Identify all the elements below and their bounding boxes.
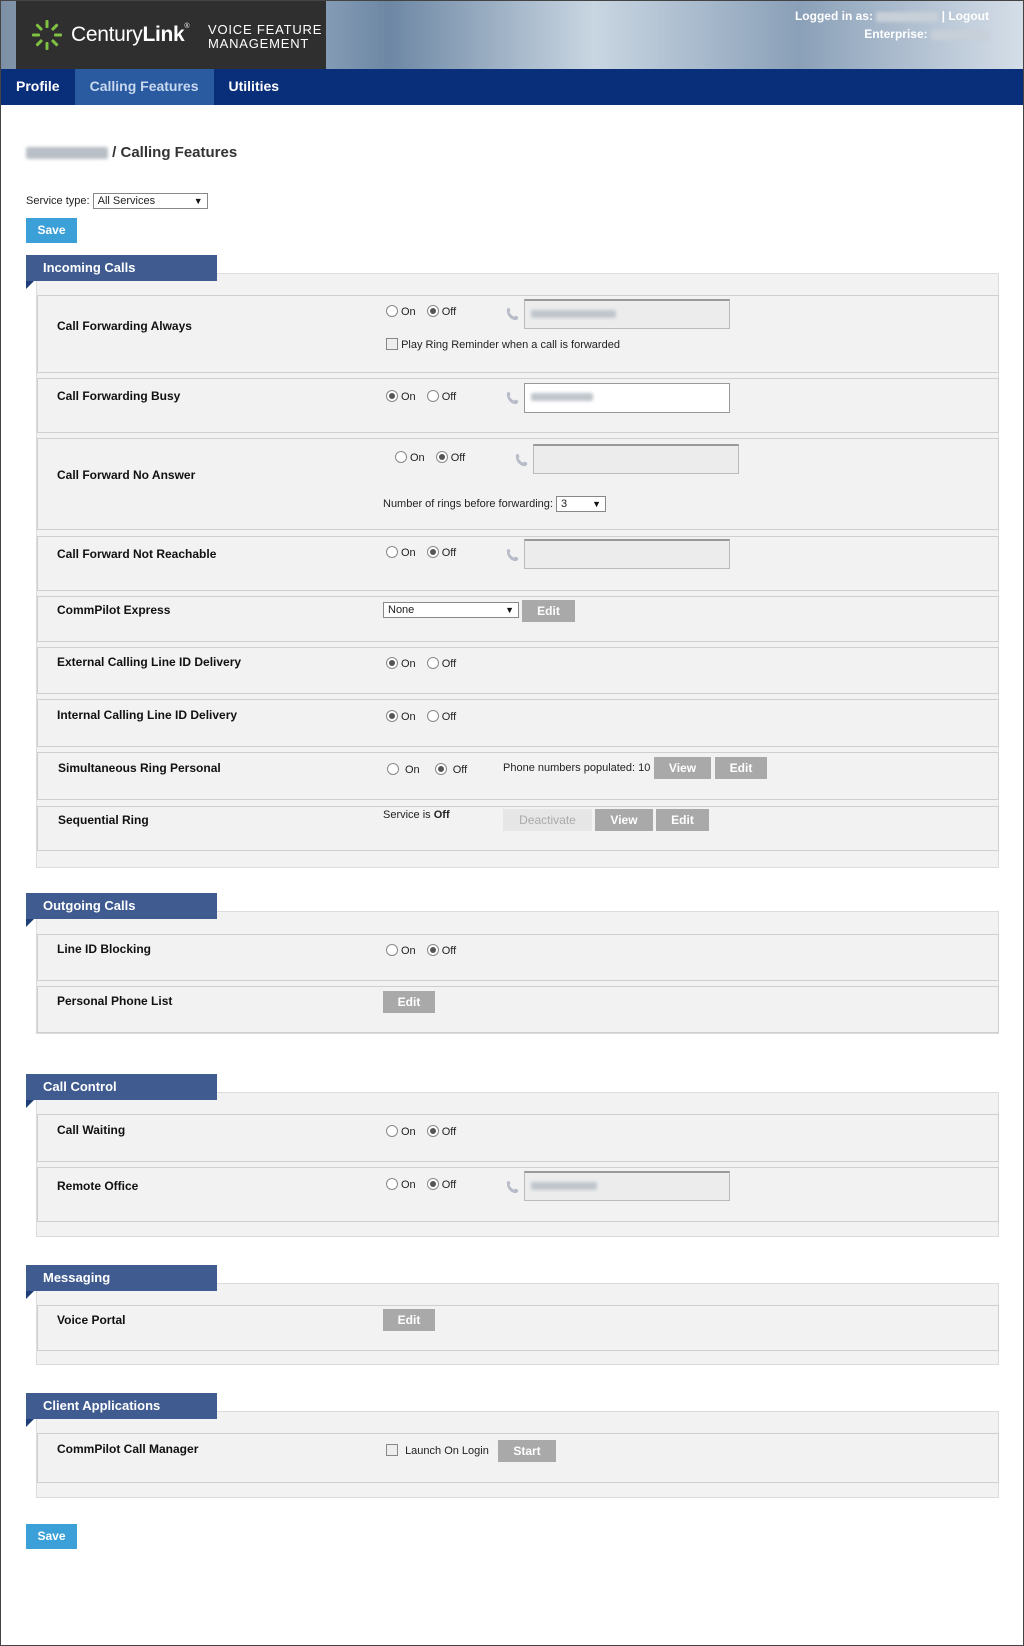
- tab-calling-features[interactable]: Calling Features: [75, 69, 214, 105]
- logo-word-2: Link: [142, 23, 185, 46]
- cfa-off-radio[interactable]: [427, 305, 439, 317]
- remote-office-phone-field[interactable]: [524, 1171, 730, 1201]
- sequential-ring-edit-button[interactable]: Edit: [656, 809, 709, 831]
- line-id-blocking-on-radio[interactable]: [386, 944, 398, 956]
- sim-ring-populated: Phone numbers populated: 10: [503, 762, 651, 774]
- row-voice-portal: [37, 1305, 999, 1351]
- cfna-on-radio[interactable]: [395, 451, 407, 463]
- phone-number-redacted: [26, 147, 108, 159]
- cfb-off-label: Off: [441, 391, 457, 403]
- sequential-ring-view-button[interactable]: View: [595, 809, 653, 831]
- label-call-forwarding-busy: Call Forwarding Busy: [57, 389, 181, 403]
- cfa-off-label: Off: [441, 306, 457, 318]
- cfna-on-label: On: [410, 452, 425, 464]
- section-title-outgoing-calls: Outgoing Calls: [26, 893, 217, 919]
- sim-ring-view-button[interactable]: View: [654, 757, 711, 779]
- section-title-messaging: Messaging: [26, 1265, 217, 1291]
- call-manager-start-button[interactable]: Start: [498, 1440, 556, 1462]
- row-line-id-blocking: [37, 934, 999, 981]
- section-title-call-control: Call Control: [26, 1074, 217, 1100]
- cfb-off-radio[interactable]: [427, 390, 439, 402]
- brand-block: [16, 1, 326, 69]
- sequential-ring-status-prefix: Service is: [383, 809, 431, 821]
- cfnr-on-label: On: [401, 547, 416, 559]
- label-commpilot-call-manager: CommPilot Call Manager: [57, 1442, 199, 1456]
- ring-reminder-checkbox[interactable]: [386, 338, 398, 350]
- cfa-radio-group: [386, 305, 464, 318]
- label-commpilot-express: CommPilot Express: [57, 603, 171, 617]
- phone-icon: [506, 391, 520, 405]
- sim-ring-off-radio[interactable]: [435, 763, 447, 775]
- label-call-forward-no-answer: Call Forward No Answer: [57, 468, 196, 482]
- row-call-forward-no-answer: [37, 438, 999, 530]
- label-line-id-blocking: Line ID Blocking: [57, 942, 152, 956]
- label-internal-clid: Internal Calling Line ID Delivery: [57, 708, 238, 722]
- logo-registered-mark: ®: [184, 23, 190, 30]
- row-simultaneous-ring: [37, 752, 999, 800]
- tab-utilities[interactable]: Utilities: [228, 78, 280, 94]
- cfnr-on-radio[interactable]: [386, 546, 398, 558]
- logout-link[interactable]: | Logout: [941, 9, 989, 23]
- sim-ring-off-label: Off: [452, 764, 468, 776]
- call-waiting-on-label: On: [401, 1126, 416, 1138]
- rings-label: Number of rings before forwarding:: [383, 497, 553, 510]
- sequential-ring-deactivate-button[interactable]: Deactivate: [503, 809, 592, 831]
- ext-clid-radio-group: [386, 657, 464, 670]
- cfna-radio-group: [395, 451, 473, 464]
- service-type-select[interactable]: [93, 193, 208, 209]
- sequential-ring-status-value: Off: [433, 809, 450, 821]
- cfa-phone-field[interactable]: [524, 299, 730, 329]
- label-simultaneous-ring: Simultaneous Ring Personal: [58, 761, 221, 775]
- commpilot-express-edit-button[interactable]: Edit: [522, 600, 575, 622]
- ext-clid-off-radio[interactable]: [427, 657, 439, 669]
- enterprise-redacted: [931, 30, 989, 40]
- launch-on-login-option: [386, 1444, 489, 1457]
- rings-select[interactable]: [556, 496, 606, 512]
- call-waiting-off-label: Off: [441, 1126, 457, 1138]
- label-sequential-ring: Sequential Ring: [58, 813, 149, 827]
- cfna-off-radio[interactable]: [436, 451, 448, 463]
- rings-value: 3: [561, 498, 568, 510]
- logo-word-1: Century: [71, 23, 143, 46]
- enterprise-label: Enterprise:: [864, 27, 928, 41]
- cfb-on-label: On: [401, 391, 416, 403]
- row-call-forwarding-busy: [37, 378, 999, 433]
- section-title-client-applications: Client Applications: [26, 1393, 217, 1419]
- product-name: [208, 23, 322, 51]
- section-title-incoming-calls: Incoming Calls: [26, 255, 217, 281]
- cfa-on-radio[interactable]: [386, 305, 398, 317]
- phone-icon: [515, 453, 529, 467]
- row-personal-phone-list: [37, 986, 999, 1033]
- user-info: [795, 7, 989, 43]
- product-name-line-2: MANAGEMENT: [208, 36, 310, 51]
- remote-office-on-radio[interactable]: [386, 1178, 398, 1190]
- page-title: / Calling Features: [112, 144, 238, 161]
- breadcrumb: [26, 144, 237, 161]
- cfb-on-radio[interactable]: [386, 390, 398, 402]
- commpilot-express-select[interactable]: [383, 602, 519, 618]
- logo-wordmark: [71, 23, 189, 47]
- username-redacted: [876, 12, 938, 22]
- label-external-clid: External Calling Line ID Delivery: [57, 655, 242, 669]
- row-internal-clid: [37, 699, 999, 747]
- voice-portal-edit-button[interactable]: Edit: [383, 1309, 435, 1331]
- cfna-off-label: Off: [450, 452, 466, 464]
- int-clid-radio-group: [386, 710, 464, 723]
- sim-ring-on-label: On: [405, 764, 420, 776]
- remote-office-radio-group: [386, 1178, 464, 1191]
- cfnr-phone-field[interactable]: [524, 539, 730, 569]
- row-call-waiting: [37, 1114, 999, 1162]
- launch-on-login-label: Launch On Login: [405, 1445, 489, 1457]
- remote-office-on-label: On: [401, 1179, 416, 1191]
- cfb-phone-redacted: [531, 393, 593, 401]
- cfnr-off-label: Off: [441, 547, 457, 559]
- int-clid-off-radio[interactable]: [427, 710, 439, 722]
- logged-in-label: Logged in as:: [794, 9, 873, 23]
- commpilot-express-value: None: [388, 604, 415, 616]
- cfa-on-label: On: [401, 306, 416, 318]
- phone-icon: [506, 548, 520, 562]
- tab-profile[interactable]: Profile: [16, 78, 60, 94]
- product-name-line-1: VOICE FEATURE: [208, 22, 323, 37]
- int-clid-on-radio[interactable]: [386, 710, 398, 722]
- label-remote-office: Remote Office: [57, 1179, 139, 1193]
- call-waiting-on-radio[interactable]: [386, 1125, 398, 1137]
- row-call-forward-not-reachable: [37, 536, 999, 591]
- sim-ring-edit-button[interactable]: Edit: [715, 757, 767, 779]
- phone-icon: [506, 1180, 520, 1194]
- service-type-value: All Services: [97, 195, 156, 207]
- rings-before-forwarding: [383, 496, 606, 512]
- int-clid-off-label: Off: [441, 711, 457, 723]
- cfnr-radio-group: [386, 546, 464, 559]
- header-banner: [1, 1, 1023, 69]
- centurylink-logo-icon: [31, 19, 63, 51]
- service-type-label: Service type:: [26, 194, 90, 207]
- remote-office-phone-redacted: [531, 1182, 597, 1190]
- int-clid-on-label: On: [401, 711, 416, 723]
- label-call-forwarding-always: Call Forwarding Always: [57, 319, 192, 333]
- label-call-waiting: Call Waiting: [57, 1123, 126, 1137]
- ext-clid-off-label: Off: [441, 658, 457, 670]
- sim-ring-radio-group: [387, 763, 475, 776]
- ring-reminder-option: [386, 338, 620, 351]
- cfna-phone-field[interactable]: [533, 444, 739, 474]
- line-id-blocking-radio-group: [386, 944, 464, 957]
- ext-clid-on-radio[interactable]: [386, 657, 398, 669]
- ring-reminder-label: Play Ring Reminder when a call is forwarded: [401, 339, 620, 351]
- personal-phone-list-edit-button[interactable]: Edit: [383, 991, 435, 1013]
- remote-office-off-label: Off: [441, 1179, 457, 1191]
- service-type-filter: [26, 193, 208, 209]
- row-remote-office: [37, 1167, 999, 1222]
- cfb-phone-field[interactable]: [524, 383, 730, 413]
- call-waiting-radio-group: [386, 1125, 464, 1138]
- line-id-blocking-on-label: On: [401, 945, 416, 957]
- label-voice-portal: Voice Portal: [57, 1313, 126, 1327]
- phone-icon: [506, 307, 520, 321]
- ext-clid-on-label: On: [401, 658, 416, 670]
- launch-on-login-checkbox[interactable]: [386, 1444, 398, 1456]
- main-nav: [1, 69, 1023, 105]
- save-button-top[interactable]: Save: [26, 218, 77, 243]
- cfb-radio-group: [386, 390, 464, 403]
- save-button-bottom[interactable]: Save: [26, 1524, 77, 1549]
- line-id-blocking-off-radio[interactable]: [427, 944, 439, 956]
- cfa-phone-redacted: [531, 310, 616, 318]
- line-id-blocking-off-label: Off: [441, 945, 457, 957]
- cfnr-off-radio[interactable]: [427, 546, 439, 558]
- call-waiting-off-radio[interactable]: [427, 1125, 439, 1137]
- remote-office-off-radio[interactable]: [427, 1178, 439, 1190]
- label-personal-phone-list: Personal Phone List: [57, 994, 173, 1008]
- sim-ring-on-radio[interactable]: [387, 763, 399, 775]
- label-call-forward-not-reachable: Call Forward Not Reachable: [57, 547, 217, 561]
- sequential-ring-status: [383, 809, 450, 821]
